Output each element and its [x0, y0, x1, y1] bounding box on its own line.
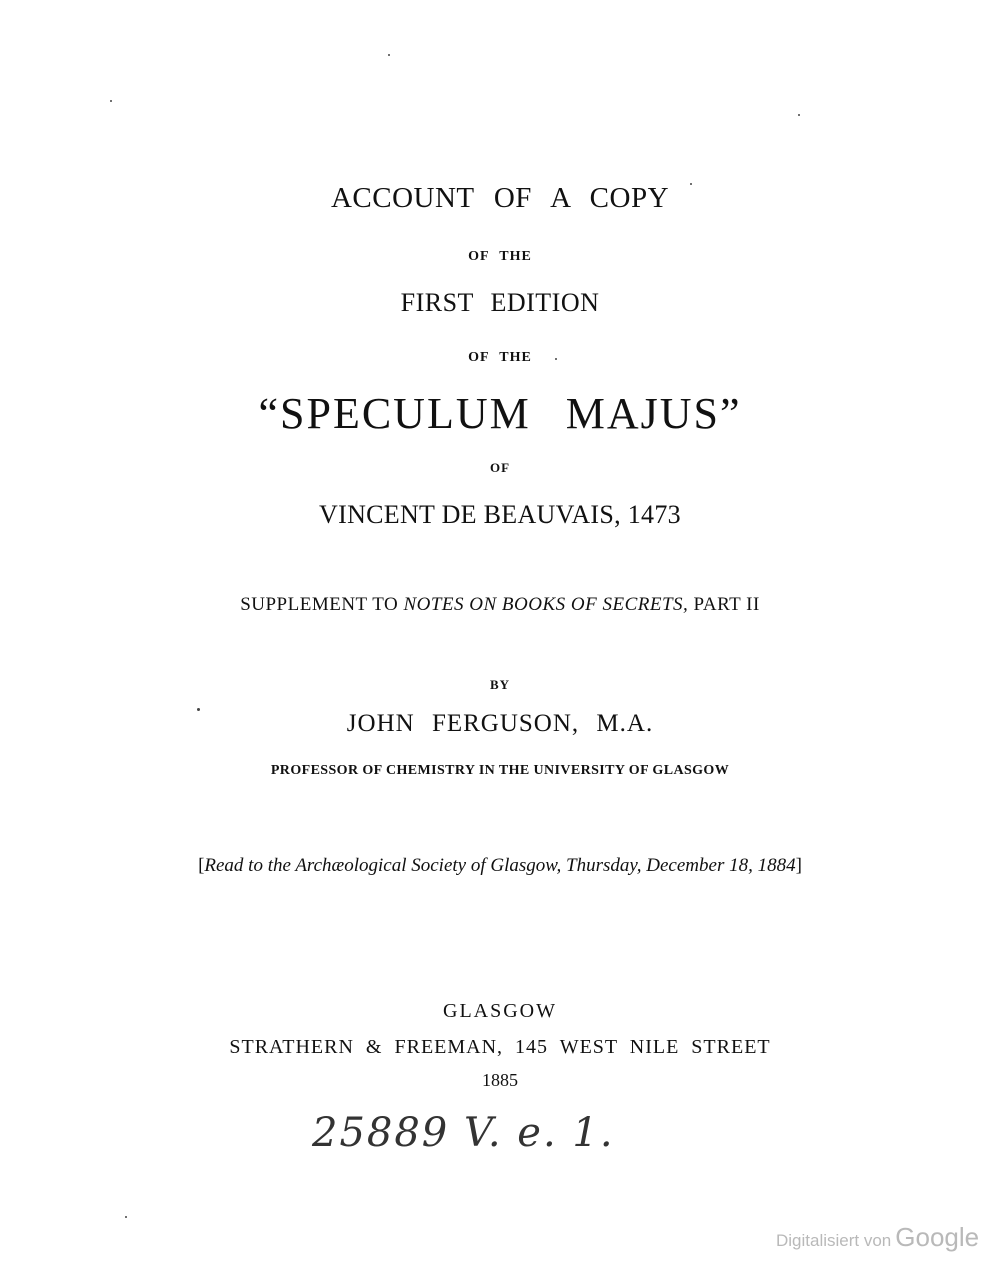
imprint-publisher: STRATHERN & FREEMAN, 145 WEST NILE STREET	[229, 1036, 771, 1058]
watermark-brand: Google	[895, 1222, 980, 1252]
handwritten-shelfmark: 25889 V. e. 1.	[312, 1110, 615, 1156]
connector-of: OF	[489, 460, 511, 475]
author-affiliation: PROFESSOR OF CHEMISTRY IN THE UNIVERSITY OF GLASGOW	[270, 763, 730, 778]
read-note-close-bracket: ]	[795, 855, 802, 876]
scan-speck	[110, 100, 112, 102]
read-note-open-bracket: [	[198, 855, 205, 876]
imprint-city: GLASGOW	[443, 1000, 557, 1022]
by-line: BY	[489, 677, 511, 692]
imprint-year: 1885	[482, 1070, 518, 1090]
read-note	[0, 855, 1000, 877]
watermark-prefix: Digitalisiert von	[776, 1231, 892, 1250]
connector-of-the-1: OF THE	[468, 249, 532, 264]
title-line-account: ACCOUNT OF A COPY	[330, 182, 670, 214]
scan-speck	[690, 183, 692, 185]
supplement-prefix: SUPPLEMENT TO	[240, 594, 404, 615]
supplement-suffix: PART II	[688, 594, 760, 615]
title-line-first-edition: FIRST EDITION	[400, 288, 600, 317]
scan-speck	[125, 1216, 127, 1218]
scan-speck	[798, 114, 800, 116]
digitization-watermark	[776, 1222, 979, 1253]
read-note-text: Read to the Archæological Society of Glasgow, Thursday, December 18, 1884	[204, 855, 796, 876]
supplement-book-title: NOTES ON BOOKS OF SECRETS,	[403, 594, 689, 615]
main-title: “SPECULUM MAJUS”	[258, 389, 742, 438]
title-line-vincent: VINCENT DE BEAUVAIS, 1473	[319, 500, 681, 529]
scan-speck	[388, 54, 390, 56]
supplement-line	[0, 594, 1000, 616]
connector-of-the-2: OF THE	[468, 350, 532, 365]
author-name: JOHN FERGUSON, M.A.	[346, 710, 654, 737]
scan-speck	[197, 708, 200, 711]
scan-speck	[555, 358, 557, 360]
